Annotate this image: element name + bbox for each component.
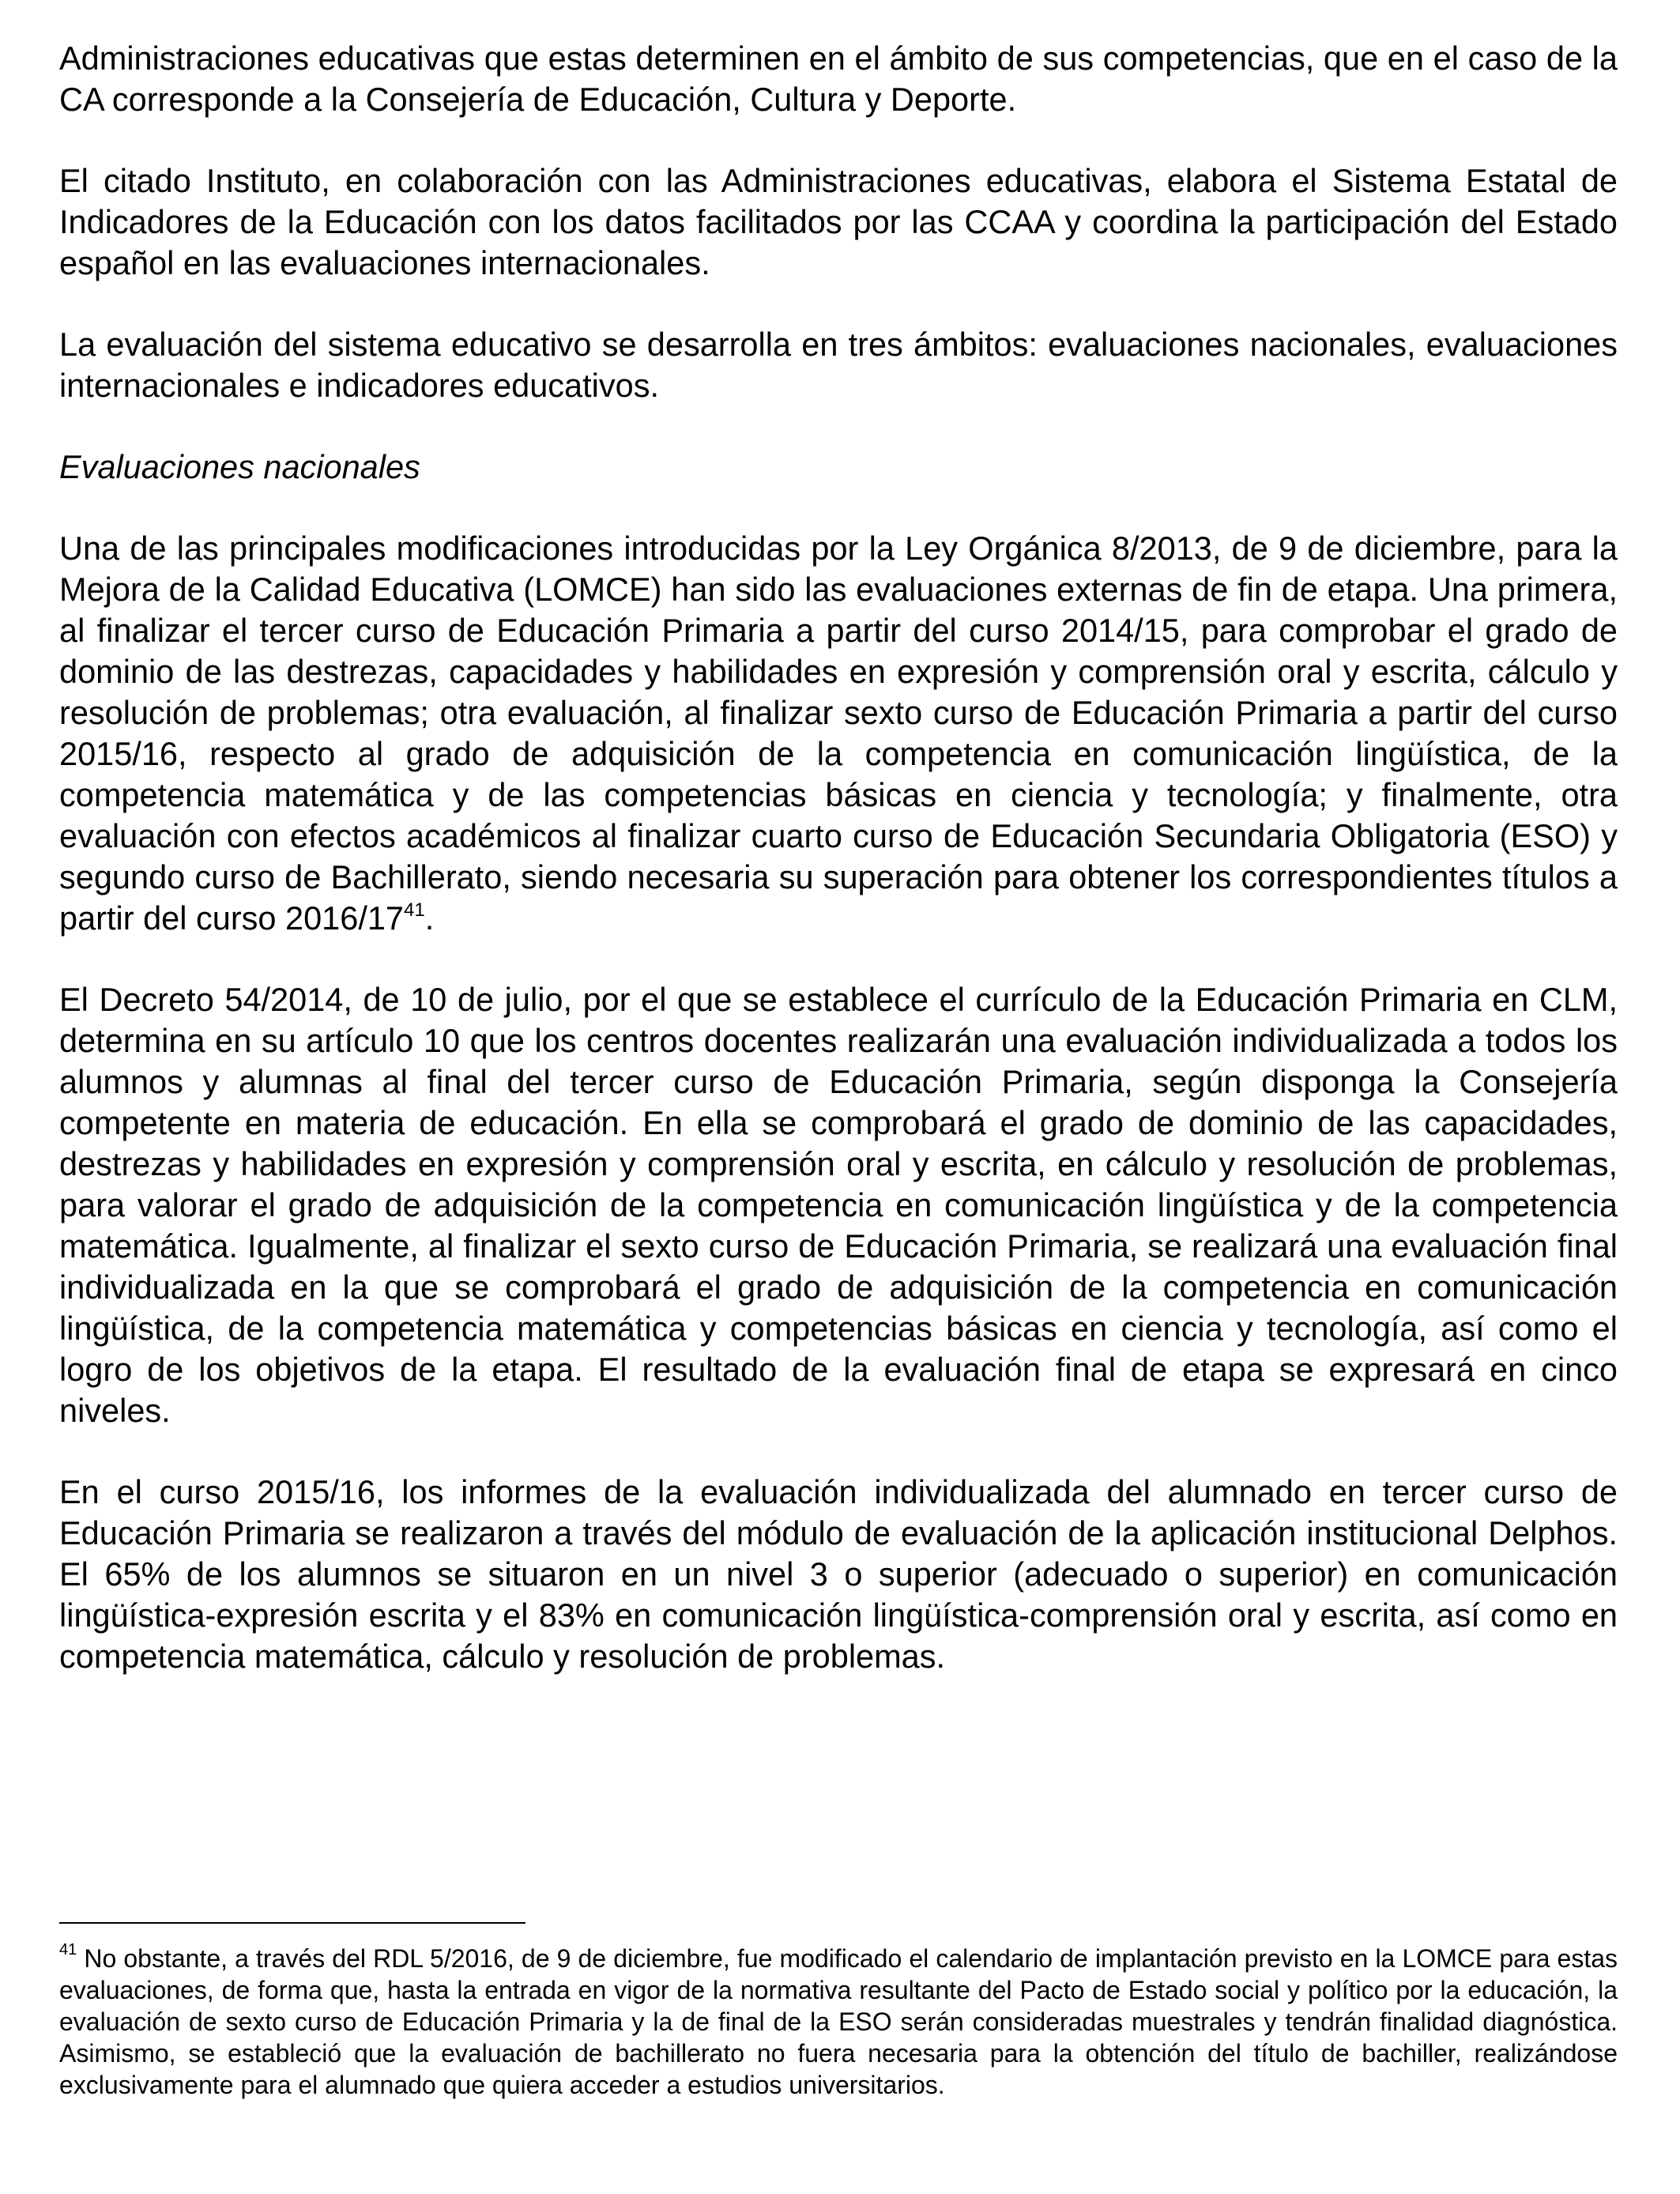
paragraph-lomce-text: Una de las principales modificaciones introducidas por la Ley Orgánica 8/2013, de 9 de diciembre, para la Mejora de la Calidad Educativa (LOMCE) han sido las evaluaciones externas de fin de etapa. Una primera, al finalizar el tercer curso de Educación Primaria a partir del curso 2014/15, para comprobar el grado de dominio de las destrezas, capacidades y habilidades en expresión y comprensión oral y escrita, cálculo y resolución de problemas; otra evaluación, al finalizar sexto curso de Educación Primaria a partir del curso 2015/16, respecto al grado de adquisición de la competencia en comunicación lingüística, de la competencia matemática y de las competencias básicas en ciencia y tecnología; y finalmente, otra evaluación con efectos académicos al finalizar cuarto curso de Educación Secundaria Obligatoria (ESO) y segundo curso de Bachillerato, siendo necesaria su superación para obtener los correspondientes títulos a partir del curso 2016/17 [59,530,1618,937]
footnote-separator [59,1922,525,1924]
paragraph-instituto: El citado Instituto, en colaboración con las Administraciones educativas, elabora el Sistema Estatal de Indicadores de la Educación con los datos facilitados por las CCAA y coordina la participación del Estado español en las evaluaciones internacionales. [59,162,1618,281]
footnote-reference[interactable]: 41 [404,899,425,922]
paragraph-decreto: El Decreto 54/2014, de 10 de julio, por el que se establece el currículo de la Educación Primaria en CLM, determina en su artículo 10 que los centros docentes realizarán una evaluación individualizada a todos los alumnos y alumnas al final del tercer curso de Educación Primaria, según disponga la Consejería competente en materia de educación. En ella se comprobará el grado de dominio de las capacidades, destrezas y habilidades en expresión y comprensión oral y escrita, en cálculo y resolución de problemas, para valorar el grado de adquisición de la competencia en comunicación lingüística y de la competencia matemática. Igualmente, al finalizar el sexto curso de Educación Primaria, se realizará una evaluación final individualizada en la que se comprobará el grado de adquisición de la competencia en comunicación lingüística, de la competencia matemática y competencias básicas en ciencia y tecnología, así como el logro de los objetivos de la etapa. El resultado de la evaluación final de etapa se expresará en cinco niveles. [59,981,1618,1429]
paragraph-lomce-end: . [424,899,435,937]
paragraph-curso: En el curso 2015/16, los informes de la evaluación individualizada del alumnado en tercer curso de Educación Primaria se realizaron a través del módulo de evaluación de la aplicación institucional Delphos. El 65% de los alumnos se situaron en un nivel 3 o superior (adecuado o superior) en comunicación lingüística-expresión escrita y el 83% en comunicación lingüística-comprensión oral y escrita, así como en competencia matemática, cálculo y resolución de problemas. [59,1473,1618,1675]
document-body [59,38,1618,1717]
paragraph-lomce [59,528,1618,939]
section-heading: Evaluaciones nacionales [59,448,420,485]
paragraph-administraciones: Administraciones educativas que estas determinen en el ámbito de sus competencias, que en el caso de la CA corresponde a la Consejería de Educación, Cultura y Deporte. [59,40,1618,118]
footnote-text: No obstante, a través del RDL 5/2016, de 9 de diciembre, fue modificado el calendario de implantación previsto en la LOMCE para estas evaluaciones, de forma que, hasta la entrada en vigor de la normativa resultante del Pacto de Estado social y político por la educación, la evaluación de sexto curso de Educación Primaria y la de final de la ESO serán consideradas muestrales y tendrán finalidad diagnóstica. Asimismo, se estableció que la evaluación de bachillerato no fuera necesaria para la obtención del título de bachiller, realizándose exclusivamente para el alumnado que quiera acceder a estudios universitarios. [59,1944,1618,2099]
paragraph-ambitos: La evaluación del sistema educativo se desarrolla en tres ámbitos: evaluaciones nacionales, evaluaciones internacionales e indicadores educativos. [59,326,1618,404]
footnote-number: 41 [59,1941,77,1959]
footnote [59,1943,1618,2101]
